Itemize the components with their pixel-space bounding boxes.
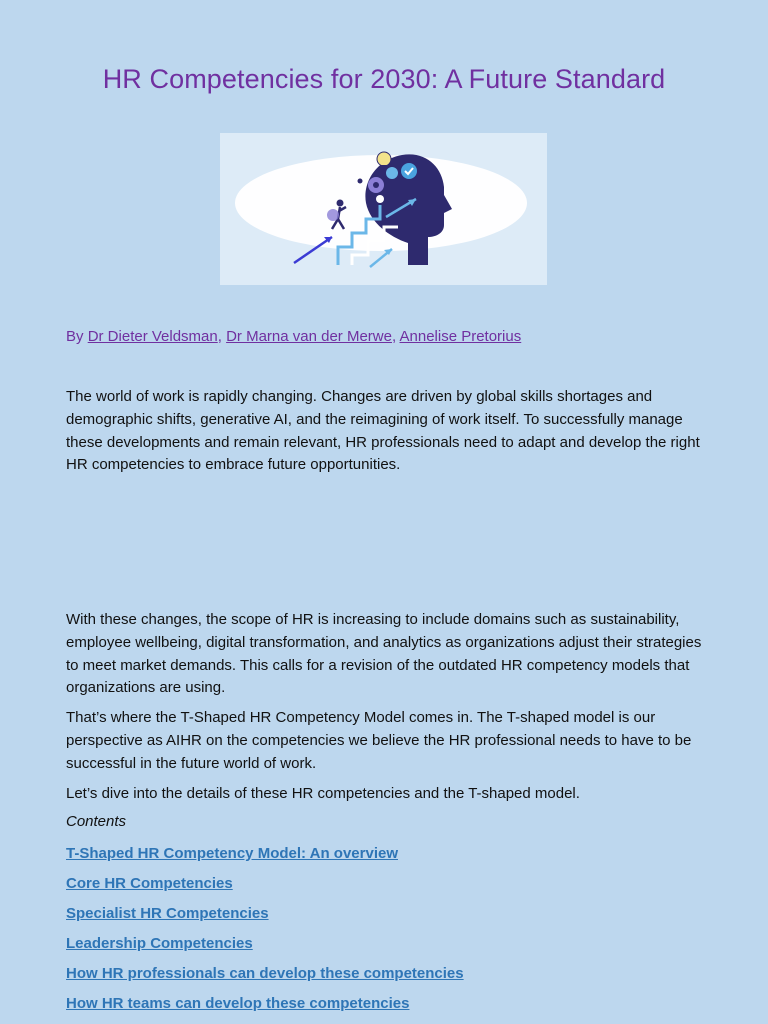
toc-item xyxy=(66,903,464,933)
dive-in-paragraph: Let’s dive into the details of these HR competencies and the T-shaped model. xyxy=(66,785,580,802)
toc-item xyxy=(66,933,464,963)
author-link-van-der-merwe[interactable]: Dr Marna van der Merwe xyxy=(226,328,392,345)
byline-separator: , xyxy=(217,328,227,345)
toc-item xyxy=(66,873,464,903)
intro-paragraph: The world of work is rapidly changing. Changes are driven by global skills shortages and demographic shifts, generative AI, and the reimagining of work itself. To successfully manage these developments and remain relevant, HR professionals need to adapt and develop the right HR competencies to embrace future opportunities. xyxy=(66,388,700,474)
toc-link-specialist[interactable]: Specialist HR Competencies xyxy=(66,905,269,922)
model-paragraph: That’s where the T-Shaped HR Competency Model comes in. The T-shaped model is our perspective as AIHR on the competencies we believe the HR professional needs to have to be successful in the future world of work. xyxy=(66,709,692,772)
toc-link-overview[interactable]: T-Shaped HR Competency Model: An overview xyxy=(66,845,398,862)
author-link-veldsman[interactable]: Dr Dieter Veldsman xyxy=(87,328,218,345)
toc-item xyxy=(66,993,464,1023)
toc-link-leadership[interactable]: Leadership Competencies xyxy=(66,935,253,952)
table-of-contents xyxy=(66,843,464,1023)
toc-link-teams[interactable]: How HR teams can develop these competencies xyxy=(66,995,410,1012)
byline-separator: , xyxy=(391,328,400,345)
contents-label: Contents xyxy=(66,813,127,830)
scope-paragraph: With these changes, the scope of HR is increasing to include domains such as sustainability, employee wellbeing, digital transformation, and analytics as organizations adjust their strategies to meet market demands. This calls for a revision of the outdated HR competency models that organizations are using. xyxy=(66,611,702,697)
toc-link-professionals[interactable]: How HR professionals can develop these competencies xyxy=(66,965,464,982)
toc-item xyxy=(66,963,464,993)
byline-prefix: By xyxy=(66,328,88,345)
toc-link-core[interactable]: Core HR Competencies xyxy=(66,875,233,892)
toc-item xyxy=(66,843,464,873)
byline xyxy=(66,328,521,345)
page-title: HR Competencies for 2030: A Future Standard xyxy=(102,64,666,94)
hero-illustration xyxy=(220,133,547,285)
author-link-pretorius[interactable]: Annelise Pretorius xyxy=(399,328,522,345)
